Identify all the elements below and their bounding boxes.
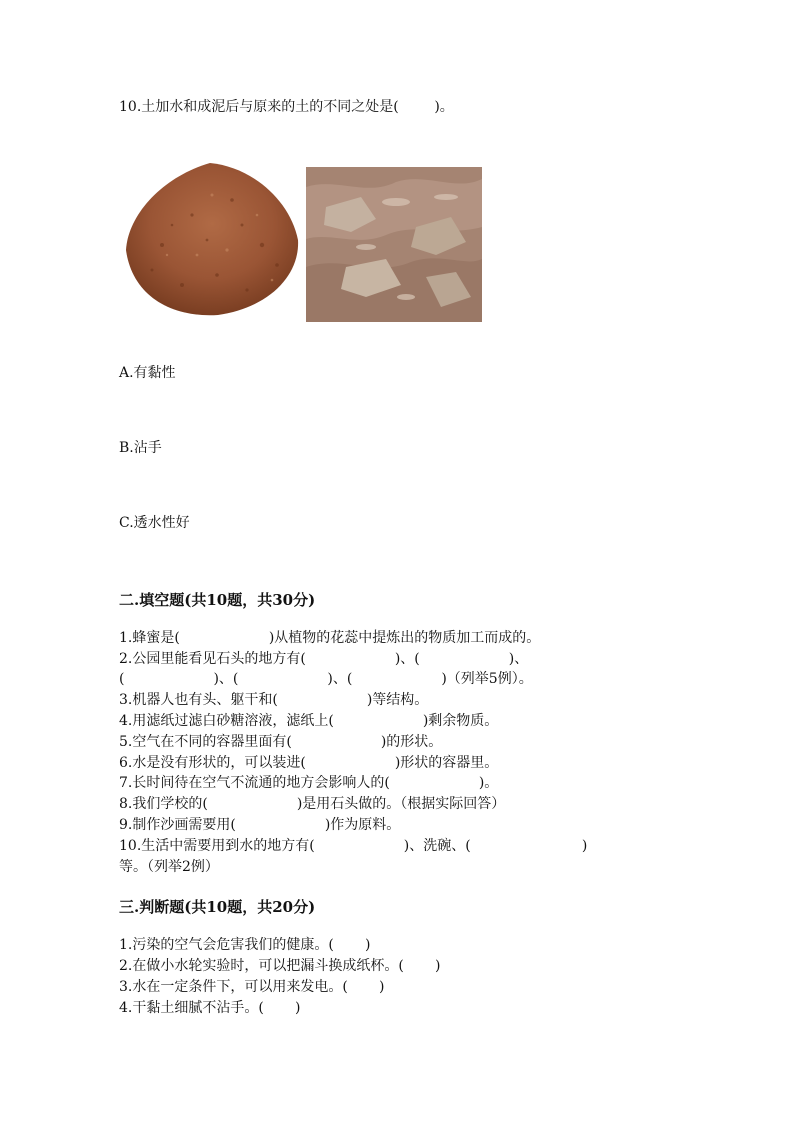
fill-question-7: 7.长时间待在空气不流通的地方会影响人的( )。 [119,775,499,791]
option-c: C.透水性好 [119,515,190,531]
judge-question-1: 1.污染的空气会危害我们的健康。( ) [119,937,371,953]
fill-question-10: 10.生活中需要用到水的地方有( )、洗碗、( ) [119,838,588,854]
option-b: B.沾手 [119,440,162,456]
fill-question-8: 8.我们学校的( )是用石头做的。（根据实际回答） [119,796,506,812]
fill-question-1: 1.蜂蜜是( )从植物的花蕊中提炼出的物质加工而成的。 [119,630,541,646]
fill-question-2: 2.公园里能看见石头的地方有( )、( )、 [119,651,529,667]
question-stem: 10.土加水和成泥后与原来的土的不同之处是( )。 [119,99,454,115]
judge-question-3: 3.水在一定条件下，可以用来发电。( ) [119,979,385,995]
option-a: A.有黏性 [119,365,176,381]
judge-question-4: 4.干黏土细腻不沾手。( ) [119,1000,301,1016]
section-heading: 二.填空题(共10题，共30分) [119,591,316,609]
dry-soil-pile-image [122,155,300,320]
section-heading: 三.判断题(共10题，共20分) [119,898,316,916]
fill-question-10-cont: 等。（列举2例） [119,859,219,875]
fill-question-6: 6.水是没有形状的，可以装进( )形状的容器里。 [119,755,499,771]
judge-question-2: 2.在做小水轮实验时，可以把漏斗换成纸杯。( ) [119,958,441,974]
fill-question-3: 3.机器人也有头、躯干和( )等结构。 [119,692,429,708]
fill-question-9: 9.制作沙画需要用( )作为原料。 [119,817,401,833]
fill-question-5: 5.空气在不同的容器里面有( )的形状。 [119,734,443,750]
wet-mud-image [306,167,482,322]
fill-question-2-cont: ( )、( )、( )（列举5例）。 [119,671,533,687]
fill-question-4: 4.用滤纸过滤白砂糖溶液，滤纸上( )剩余物质。 [119,713,499,729]
